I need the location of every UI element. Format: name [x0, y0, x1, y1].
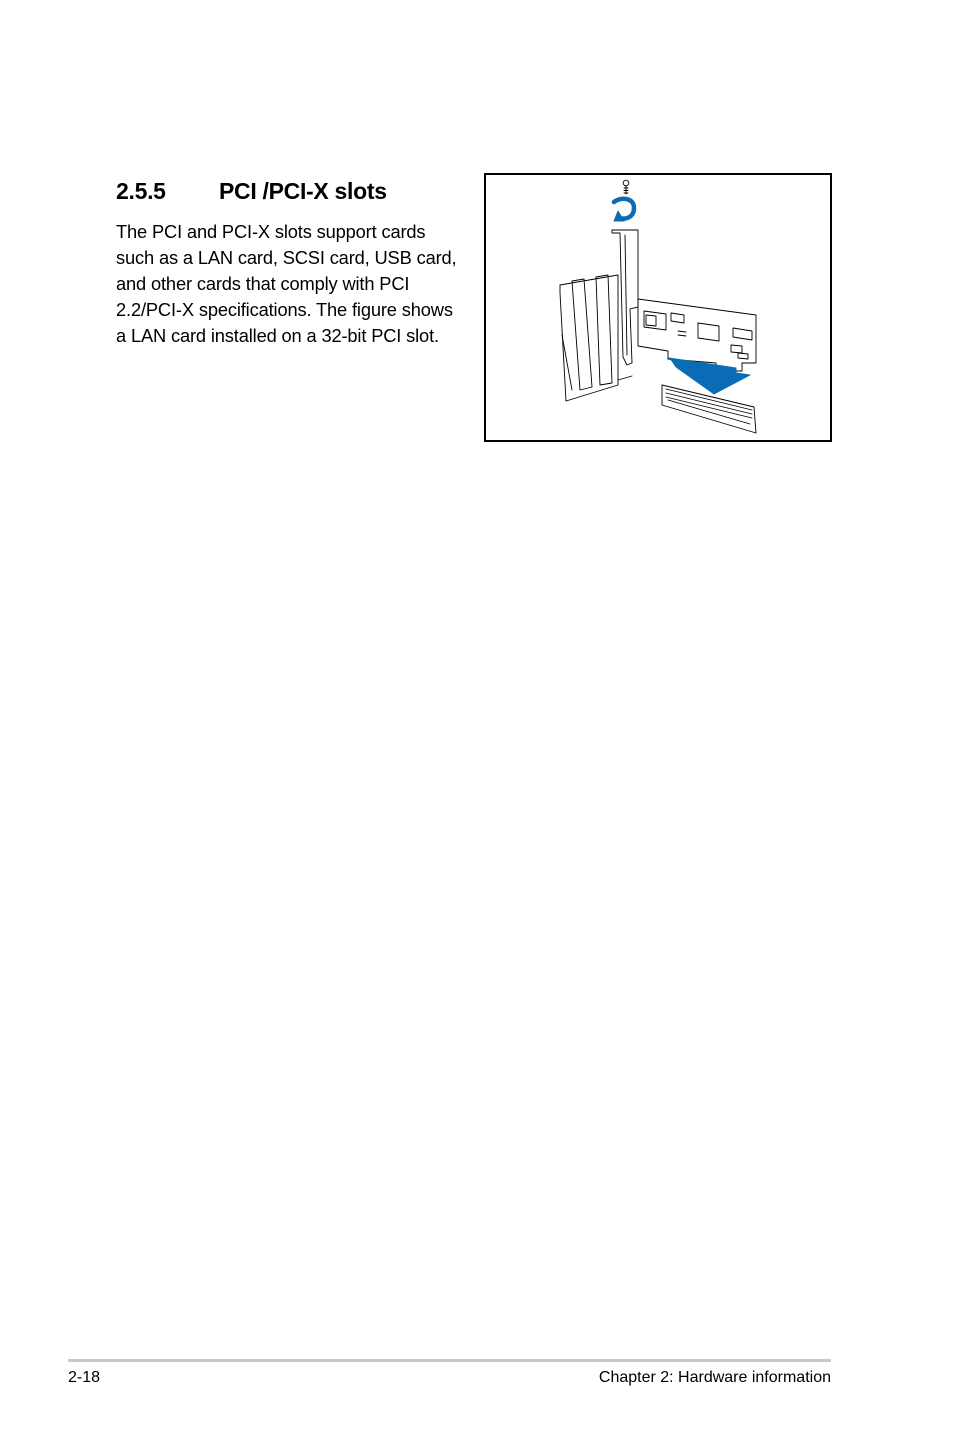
section-number: 2.5.5: [116, 178, 166, 204]
section-heading: [116, 176, 387, 206]
insertion-arrow-icon: [669, 358, 750, 394]
screw-rotation-arrow-icon: [614, 199, 634, 221]
pci-card-installation-figure: [484, 173, 832, 442]
screw-icon: [623, 180, 629, 194]
pci-slot: [662, 385, 756, 433]
footer-page-number: 2-18: [68, 1369, 101, 1386]
section-body-text: The PCI and PCI-X slots support cards such as a LAN card, SCSI card, USB card, and other cards that comply with PCI 2.2/PCI-X specifications. The figure shows a LAN card installed on a 32-bit PCI slot.: [116, 221, 457, 346]
section-title: PCI /PCI-X slots: [219, 178, 387, 204]
footer-divider: [68, 1359, 831, 1362]
pci-card-installation-illustration: [486, 175, 830, 440]
lan-card: [638, 299, 756, 371]
footer-chapter-title: Chapter 2: Hardware information: [598, 1369, 831, 1386]
card-bracket: [612, 230, 638, 365]
